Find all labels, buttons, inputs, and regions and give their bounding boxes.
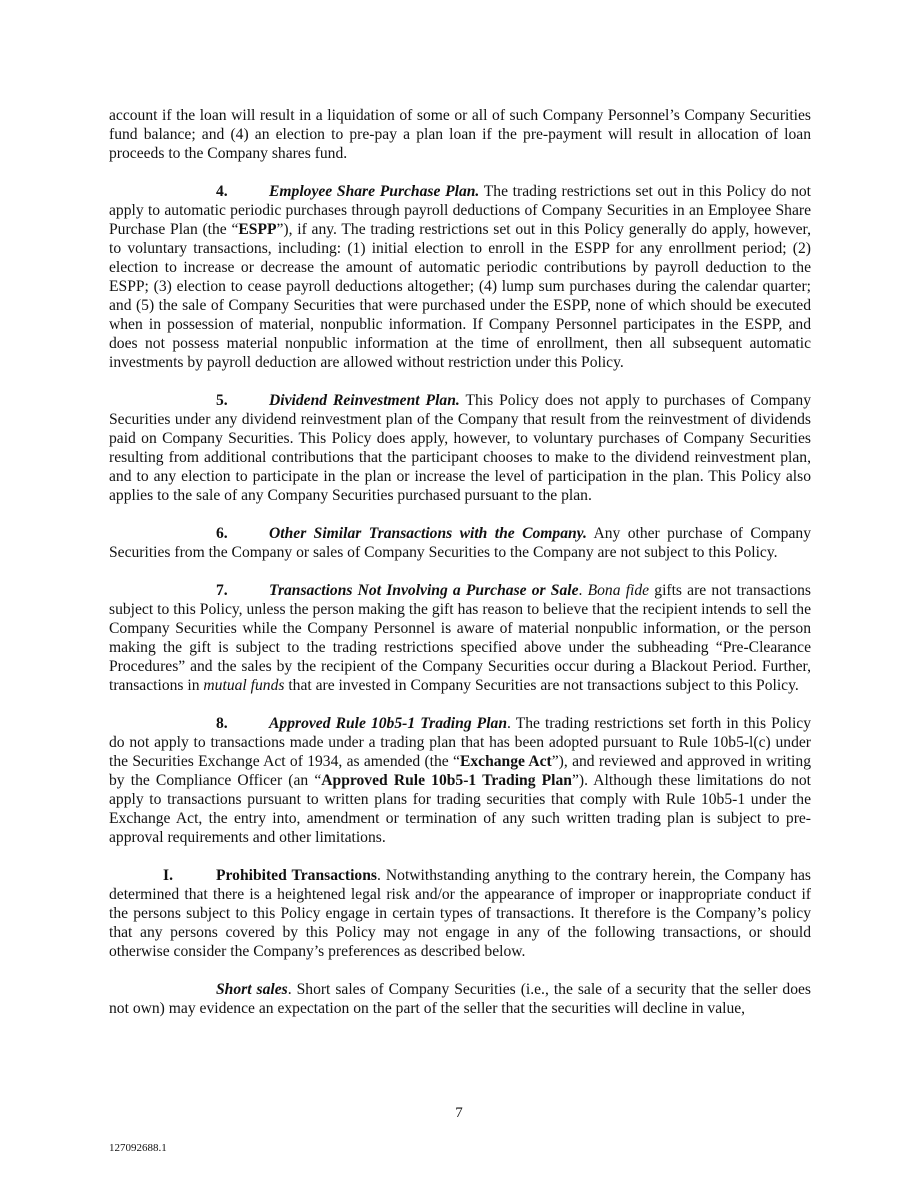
section-number: 8. (216, 715, 228, 732)
section-4-espp: 4. Employee Share Purchase Plan. The trading restrictions set out in this Policy do not apply to automatic periodic purchases through payroll deductions of Company Securities in an Employee Share Purchase Plan (the “ESPP”), if any. The trading restrictions set out in this Policy generally do apply, however, to voluntary transactions, including: (1) initial election to enroll in the ESPP for any enrollment period; (2) election to increase or decrease the amount of automatic periodic contributions by payroll deduction to the ESPP; (3) election to cease payroll deductions altogether; (4) lump sum purchases during the calendar quarter; and (5) the sale of Company Securities that were purchased under the ESPP, none of which should be executed when in possession of material, nonpublic information. If Company Personnel participates in the ESPP, and does not possess material nonpublic information at the time of enrollment, then all subsequent automatic investments by payroll deduction are allowed without restriction under this Policy. (109, 183, 812, 371)
section-heading: Dividend Reinvestment Plan. (269, 392, 460, 409)
section-heading: Transactions Not Involving a Purchase or Sale (269, 582, 579, 599)
short-sales-paragraph: Short sales. Short sales of Company Securities (i.e., the sale of a security that the seller does not own) may evidence an expectation on the part of the seller that the securities will decline in value, (109, 981, 811, 1017)
document-id: 127092688.1 (109, 1142, 167, 1154)
defined-term: Exchange Act (459, 753, 552, 770)
section-number: 6. (216, 525, 228, 542)
section-5-dividend-reinvestment: 5. Dividend Reinvestment Plan. This Policy does not apply to purchases of Company Securities under any dividend reinvestment plan of the Company that result from the reinvestment of dividends paid on Company Securities. This Policy does apply, however, to voluntary purchases of Company Securities resulting from additional contributions that the participant chooses to make to the dividend reinvestment plan, and to any election to participate in the plan or increase the level of participation in the plan. This Policy also applies to the sale of any Company Securities purchased pursuant to the plan. (109, 392, 811, 504)
section-7-gifts: 7. Transactions Not Involving a Purchase or Sale. Bona fide gifts are not transactions subject to this Policy, unless the person making the gift has reason to believe that the recipient intends to sell the Company Securities while the Company Personnel is aware of material nonpublic information, or the person making the gift is subject to the trading restrictions specified above under the subheading “Pre-Clearance Procedures” and the sales by the recipient of the Company Securities occur during a Blackout Period. Further, transactions in mutual funds that are invested in Company Securities are not transactions subject to this Policy. (109, 582, 811, 694)
page-number: 7 (455, 1105, 463, 1121)
section-8-10b5-1-plan: 8. Approved Rule 10b5-1 Trading Plan. The trading restrictions set forth in this Policy do not apply to transactions made under a trading plan that has been adopted pursuant to Rule 10b5-l(c) under the Securities Exchange Act of 1934, as amended (the “Exchange Act”), and reviewed and approved in writing by the Compliance Officer (an “Approved Rule 10b5-1 Trading Plan”). Although these limitations do not apply to transactions pursuant to written plans for trading securities that comply with Rule 10b5-1 under the Exchange Act, the entry into, amendment or termination of any such written trading plan is subject to pre-approval requirements and other limitations. (109, 715, 812, 846)
section-number: 5. (216, 392, 228, 409)
section-number: I. (163, 867, 173, 884)
section-heading: Prohibited Transactions (216, 867, 377, 884)
section-number: 4. (216, 183, 228, 200)
defined-term: Approved Rule 10b5-1 Trading Plan (321, 772, 572, 789)
section-heading: Short sales (216, 981, 288, 998)
defined-term: ESPP (238, 221, 277, 238)
document-body (109, 106, 811, 1037)
section-6-other-transactions: 6. Other Similar Transactions with the Company. Any other purchase of Company Securities from the Company or sales of Company Securities to the Company are not subject to this Policy. (109, 525, 811, 561)
section-heading: Approved Rule 10b5-1 Trading Plan (269, 715, 508, 732)
section-heading: Employee Share Purchase Plan. (269, 183, 480, 200)
paragraph-plan-loan-continued: account if the loan will result in a liquidation of some or all of such Company Personnel’s Company Securities fund balance; and (4) an election to pre-pay a plan loan if the pre-payment will result in allocation of loan proceeds to the Company shares fund. (109, 107, 811, 162)
section-number: 7. (216, 582, 228, 599)
italic-term: mutual funds (203, 677, 285, 694)
section-heading: Other Similar Transactions with the Company. (269, 525, 587, 542)
section-I-prohibited-transactions: I. Prohibited Transactions. Notwithstanding anything to the contrary herein, the Company has determined that there is a heightened legal risk and/or the appearance of improper or inappropriate conduct if the persons subject to this Policy engage in certain types of transactions. It therefore is the Company’s policy that any persons covered by this Policy may not engage in any of the following transactions, or should otherwise consider the Company’s preferences as described below. (109, 867, 812, 960)
italic-term: Bona fide (587, 582, 650, 599)
